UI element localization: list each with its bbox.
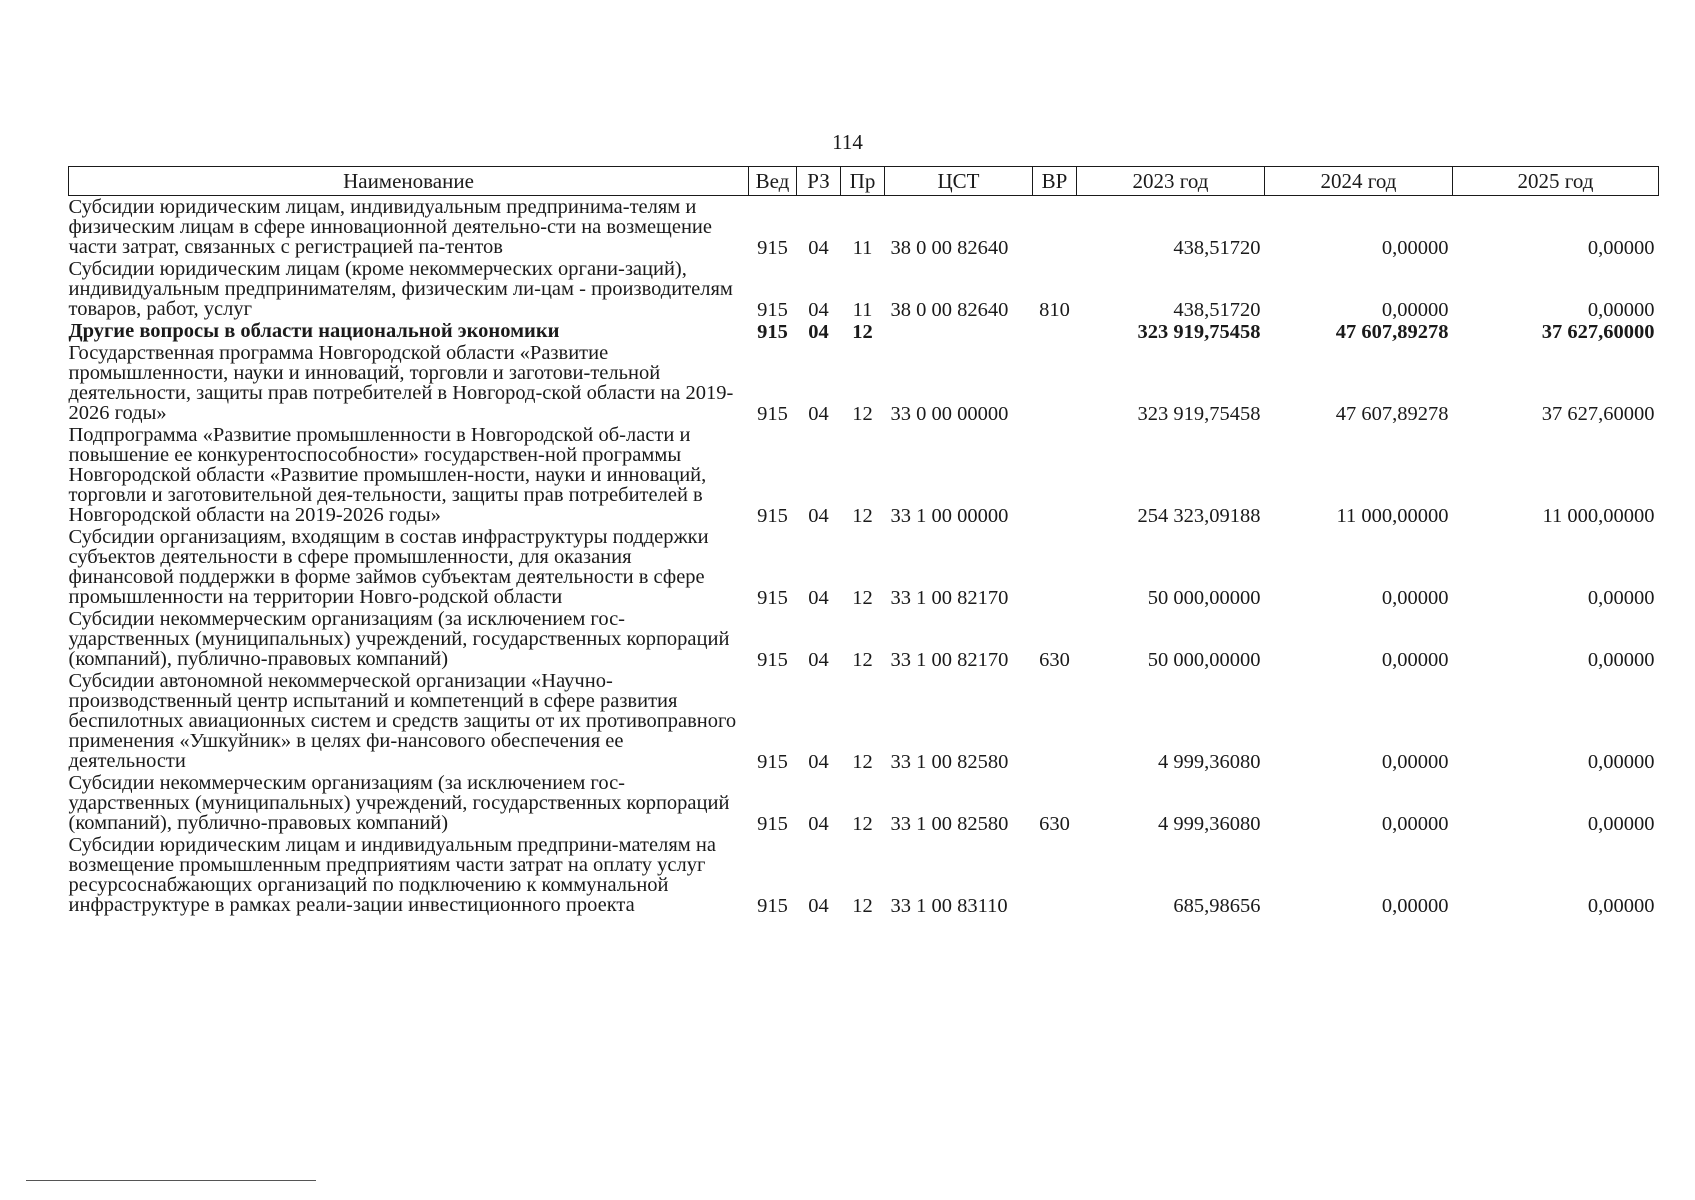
row-2024-cell: 0,00000 [1381,751,1449,773]
row-cst-cell: 33 1 00 00000 [890,505,1009,527]
row-pr-cell: 12 [852,813,873,835]
table-row [69,320,1659,342]
row-rz-cell: 04 [808,237,829,259]
row-2024-cell: 47 607,89278 [1335,321,1449,343]
table-row [69,670,1659,772]
row-2024-cell: 0,00000 [1381,587,1449,609]
col-header-2025: 2025 год [1453,167,1659,196]
footer-rule [26,1180,316,1181]
row-2024-cell: 47 607,89278 [1335,403,1449,425]
row-2024-cell: 0,00000 [1381,649,1449,671]
row-2023-cell: 50 000,00000 [1147,649,1261,671]
row-rz-cell: 04 [808,587,829,609]
row-vr-cell [1033,424,1077,526]
row-cst-cell: 33 1 00 82580 [890,751,1009,773]
row-2025-cell: 37 627,60000 [1541,321,1655,343]
row-cst-cell [885,320,1033,342]
row-vr-cell [1033,320,1077,342]
row-name-cell: Субсидии юридическим лицам, индивидуальным предпринима-телям и физическим лицам в сфере инновационной деятельно-сти на возмещение части затрат, связанных с регистрацией па-тентов [68,196,712,258]
row-name-cell: Субсидии некоммерческим организациям (за исключением гос-ударственных (муниципальных) учреждений, государственных корпораций (компаний), публично-правовых компаний) [68,772,730,834]
row-pr-cell: 11 [852,299,873,321]
row-vr-cell [1033,342,1077,424]
table-row [69,526,1659,608]
row-cst-cell: 33 1 00 82170 [890,587,1009,609]
row-2025-cell: 0,00000 [1587,649,1655,671]
row-2023-cell: 438,51720 [1173,237,1261,259]
row-cst-cell: 33 1 00 82170 [890,649,1009,671]
row-rz-cell: 04 [808,813,829,835]
row-2025-cell: 0,00000 [1587,895,1655,917]
row-name-cell: Субсидии юридическим лицам и индивидуальным предприни-мателям на возмещение промышленным предприятиям части затрат на оплату услуг ресурсоснабжающих организаций по подключению к коммунальной инфраструктуре в рамках реали-зации инвестиционного проекта [68,834,716,916]
row-name-cell: Субсидии автономной некоммерческой организации «Научно-производственный центр испытаний и компетенций в сфере развития беспилотных авиационных систем и средств защиты от их противоправного применения «Ушкуйник» в целях фи-нансового обеспечения ее деятельности [68,670,737,772]
row-cst-cell: 38 0 00 82640 [890,237,1009,259]
row-ved-cell: 915 [757,587,788,609]
table-row [69,258,1659,320]
row-name-cell: Другие вопросы в области национальной экономики [68,320,560,342]
row-cst-cell: 38 0 00 82640 [890,299,1009,321]
row-pr-cell: 12 [852,587,873,609]
row-2025-cell: 0,00000 [1587,813,1655,835]
row-cst-cell: 33 0 00 00000 [890,403,1009,425]
row-pr-cell: 12 [852,321,873,343]
row-2023-cell: 323 919,75458 [1137,321,1261,343]
budget-table [68,166,1659,916]
row-vr-cell [1033,526,1077,608]
row-name-cell: Государственная программа Новгородской области «Развитие промышленности, науки и инноваций, торговли и заготови-тельной деятельности, защиты прав потребителей в Новгород-ской области на 2019-2026 годы» [68,342,734,424]
row-2025-cell: 0,00000 [1587,299,1655,321]
row-vr-cell: 630 [1039,813,1070,835]
row-ved-cell: 915 [757,505,788,527]
row-2024-cell: 11 000,00000 [1336,505,1449,527]
row-rz-cell: 04 [808,505,829,527]
row-2023-cell: 254 323,09188 [1137,505,1261,527]
row-vr-cell [1033,834,1077,916]
row-vr-cell [1033,196,1077,259]
row-rz-cell: 04 [808,321,829,343]
row-2024-cell: 0,00000 [1381,299,1449,321]
row-ved-cell: 915 [757,237,788,259]
table-header [69,167,1659,196]
row-ved-cell: 915 [757,299,788,321]
col-header-rz: РЗ [797,167,841,196]
row-name-cell: Субсидии организациям, входящим в состав инфраструктуры поддержки субъектов деятельности в сфере промышленности, для оказания финансовой поддержки в форме займов субъектам деятельности в сфере промышленности на территории Новго-родской области [68,526,709,608]
col-header-ved: Вед [749,167,797,196]
row-pr-cell: 12 [852,649,873,671]
row-2025-cell: 0,00000 [1587,237,1655,259]
row-pr-cell: 12 [852,505,873,527]
row-ved-cell: 915 [757,813,788,835]
col-header-pr: Пр [841,167,885,196]
row-rz-cell: 04 [808,403,829,425]
row-2023-cell: 4 999,36080 [1158,751,1261,773]
row-pr-cell: 12 [852,751,873,773]
table-row [69,196,1659,259]
table-row [69,772,1659,834]
row-2023-cell: 685,98656 [1173,895,1261,917]
row-2025-cell: 0,00000 [1587,587,1655,609]
row-ved-cell: 915 [757,403,788,425]
row-2024-cell: 0,00000 [1381,813,1449,835]
row-2025-cell: 37 627,60000 [1541,403,1655,425]
row-cst-cell: 33 1 00 83110 [890,895,1008,917]
row-2025-cell: 0,00000 [1587,751,1655,773]
row-cst-cell: 33 1 00 82580 [890,813,1009,835]
table-body [69,196,1659,917]
row-pr-cell: 12 [852,895,873,917]
row-2025-cell: 11 000,00000 [1542,505,1655,527]
row-rz-cell: 04 [808,751,829,773]
row-2023-cell: 50 000,00000 [1147,587,1261,609]
page-number: 114 [832,130,863,154]
row-name-cell: Субсидии юридическим лицам (кроме некоммерческих органи-заций), индивидуальным предпринимателям, физическим ли-цам - производителям товаров, работ, услуг [68,258,733,320]
row-2024-cell: 0,00000 [1381,895,1449,917]
row-rz-cell: 04 [808,299,829,321]
table-row [69,424,1659,526]
table-row [69,834,1659,916]
row-vr-cell [1033,670,1077,772]
col-header-2024: 2024 год [1265,167,1453,196]
row-pr-cell: 11 [852,237,873,259]
row-vr-cell: 810 [1039,299,1070,321]
col-header-name: Наименование [69,167,749,196]
row-rz-cell: 04 [808,895,829,917]
row-name-cell: Подпрограмма «Развитие промышленности в Новгородской об-ласти и повышение ее конкурентоспособности» государствен-ной программы Новгородской области «Развитие промышлен-ности, науки и инноваций, торговли и заготовительной дея-тельности, защиты прав потребителей в Новгородской области на 2019-2026 годы» [68,424,707,526]
row-rz-cell: 04 [808,649,829,671]
row-2023-cell: 438,51720 [1173,299,1261,321]
row-pr-cell: 12 [852,403,873,425]
row-vr-cell: 630 [1039,649,1070,671]
col-header-cst: ЦСТ [885,167,1033,196]
row-ved-cell: 915 [757,895,788,917]
row-name-cell: Субсидии некоммерческим организациям (за исключением гос-ударственных (муниципальных) учреждений, государственных корпораций (компаний), публично-правовых компаний) [68,608,730,670]
row-ved-cell: 915 [757,649,788,671]
row-2023-cell: 4 999,36080 [1158,813,1261,835]
table-row [69,608,1659,670]
row-2024-cell: 0,00000 [1381,237,1449,259]
row-ved-cell: 915 [757,321,788,343]
table-row [69,342,1659,424]
row-2023-cell: 323 919,75458 [1137,403,1261,425]
col-header-vr: ВР [1033,167,1077,196]
col-header-2023: 2023 год [1077,167,1265,196]
row-ved-cell: 915 [757,751,788,773]
